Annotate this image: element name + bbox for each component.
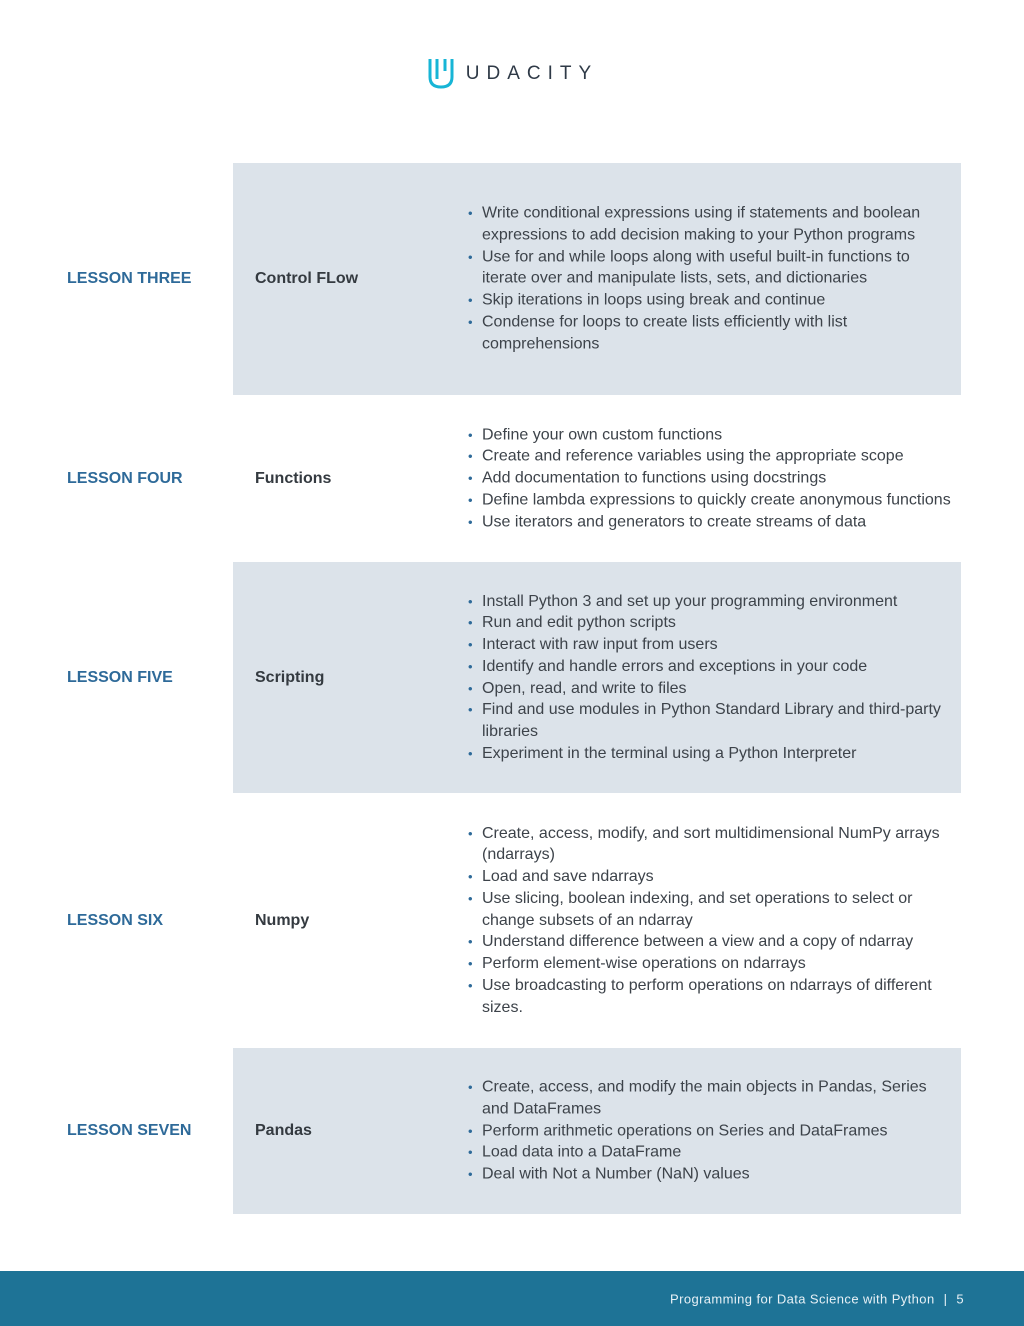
- bullet-icon: •: [468, 427, 473, 443]
- bullet-icon: •: [468, 890, 473, 906]
- list-item: • Perform arithmetic operations on Series and DataFrames: [468, 1120, 954, 1142]
- list-item: • Skip iterations in loops using break and continue: [468, 290, 954, 312]
- list-item: • Use broadcasting to perform operations on ndarrays of different sizes.: [468, 976, 932, 1016]
- list-item: • Add documentation to functions using docstrings: [468, 468, 954, 490]
- list-item: • Open, read, and write to files: [468, 678, 954, 700]
- list-item: • Find and use modules in Python Standard Library and third-party libraries: [468, 701, 941, 741]
- bullet-icon: •: [468, 514, 473, 530]
- list-item: • Run and edit python scripts: [468, 612, 954, 634]
- lesson-row-seven: [0, 1048, 1024, 1214]
- lesson-title: Numpy: [255, 911, 310, 929]
- bullet-icon: •: [468, 636, 473, 652]
- list-item: • Define lambda expressions to quickly create anonymous functions: [468, 489, 954, 511]
- list-item: • Write conditional expressions using if statements and boolean expressions to add decision making to your Python programs: [468, 204, 921, 244]
- bullet-icon: •: [468, 593, 473, 609]
- bullet-icon: •: [468, 492, 473, 508]
- lesson-label: LESSON SIX: [67, 911, 164, 929]
- bullet-icon: •: [468, 448, 473, 464]
- page-footer: [0, 1271, 1024, 1326]
- bullet-icon: •: [468, 292, 473, 308]
- list-item: • Define your own custom functions: [468, 424, 954, 446]
- footer-text: [670, 1291, 964, 1306]
- list-item: • Use for and while loops along with useful built-in functions to iterate over and manipulate lists, sets, and dictionaries: [468, 248, 910, 288]
- lesson-objectives: [468, 203, 954, 356]
- bullet-icon: •: [468, 702, 473, 718]
- brand-logo: [0, 56, 1024, 90]
- bullet-icon: •: [468, 956, 473, 972]
- bullet-icon: •: [468, 1079, 473, 1095]
- list-item: • Load and save ndarrays: [468, 866, 954, 888]
- bullet-icon: •: [468, 658, 473, 674]
- list-item: • Create, access, modify, and sort multidimensional NumPy arrays (ndarrays): [468, 824, 940, 864]
- lesson-title: Pandas: [255, 1122, 312, 1139]
- lesson-label: LESSON FIVE: [67, 668, 173, 686]
- lesson-objectives: [468, 822, 954, 1018]
- bullet-icon: •: [468, 314, 473, 330]
- lesson-row-six: [0, 793, 1024, 1048]
- bullet-icon: •: [468, 249, 473, 265]
- lesson-objectives: [468, 424, 954, 533]
- bullet-icon: •: [468, 615, 473, 631]
- list-item: • Deal with Not a Number (NaN) values: [468, 1164, 954, 1186]
- footer-separator: |: [943, 1291, 948, 1306]
- list-item: • Interact with raw input from users: [468, 634, 954, 656]
- lesson-title: Functions: [255, 469, 332, 487]
- bullet-icon: •: [468, 869, 473, 885]
- list-item: • Identify and handle errors and exceptions in your code: [468, 656, 954, 678]
- list-item: • Create, access, and modify the main objects in Pandas, Series and DataFrames: [468, 1078, 927, 1118]
- lesson-row-three: [0, 163, 1024, 395]
- lesson-objectives: [468, 1077, 954, 1186]
- bullet-icon: •: [468, 1144, 473, 1160]
- lesson-label: LESSON FOUR: [67, 469, 183, 487]
- brand-name: UDACITY: [465, 63, 599, 84]
- list-item: • Experiment in the terminal using a Python Interpreter: [468, 743, 954, 765]
- bullet-icon: •: [468, 205, 473, 221]
- bullet-icon: •: [468, 825, 473, 841]
- page-number: 5: [956, 1291, 964, 1306]
- lesson-label: LESSON SEVEN: [67, 1122, 192, 1139]
- bullet-icon: •: [468, 470, 473, 486]
- lesson-objectives: [468, 590, 954, 764]
- lesson-row-five: [0, 562, 1024, 793]
- list-item: • Load data into a DataFrame: [468, 1142, 954, 1164]
- bullet-icon: •: [468, 977, 473, 993]
- course-title: Programming for Data Science with Python: [670, 1291, 935, 1306]
- list-item: • Create and reference variables using the appropriate scope: [468, 446, 954, 468]
- lesson-title: Scripting: [255, 668, 325, 686]
- bullet-icon: •: [468, 934, 473, 950]
- bullet-icon: •: [468, 1123, 473, 1139]
- lesson-title: Control FLow: [255, 270, 359, 287]
- lesson-row-four: [0, 395, 1024, 562]
- list-item: • Understand difference between a view and a copy of ndarray: [468, 931, 954, 953]
- list-item: • Use iterators and generators to create streams of data: [468, 511, 954, 533]
- bullet-icon: •: [468, 680, 473, 696]
- list-item: • Install Python 3 and set up your programming environment: [468, 590, 954, 612]
- lesson-label: LESSON THREE: [67, 270, 192, 287]
- list-item: • Condense for loops to create lists efficiently with list comprehensions: [468, 313, 848, 353]
- list-item: • Use slicing, boolean indexing, and set operations to select or change subsets of an ndarray: [468, 889, 913, 929]
- list-item: • Perform element-wise operations on ndarrays: [468, 953, 954, 975]
- bullet-icon: •: [468, 1166, 473, 1182]
- bullet-icon: •: [468, 745, 473, 761]
- udacity-u-logo-icon: [426, 57, 456, 89]
